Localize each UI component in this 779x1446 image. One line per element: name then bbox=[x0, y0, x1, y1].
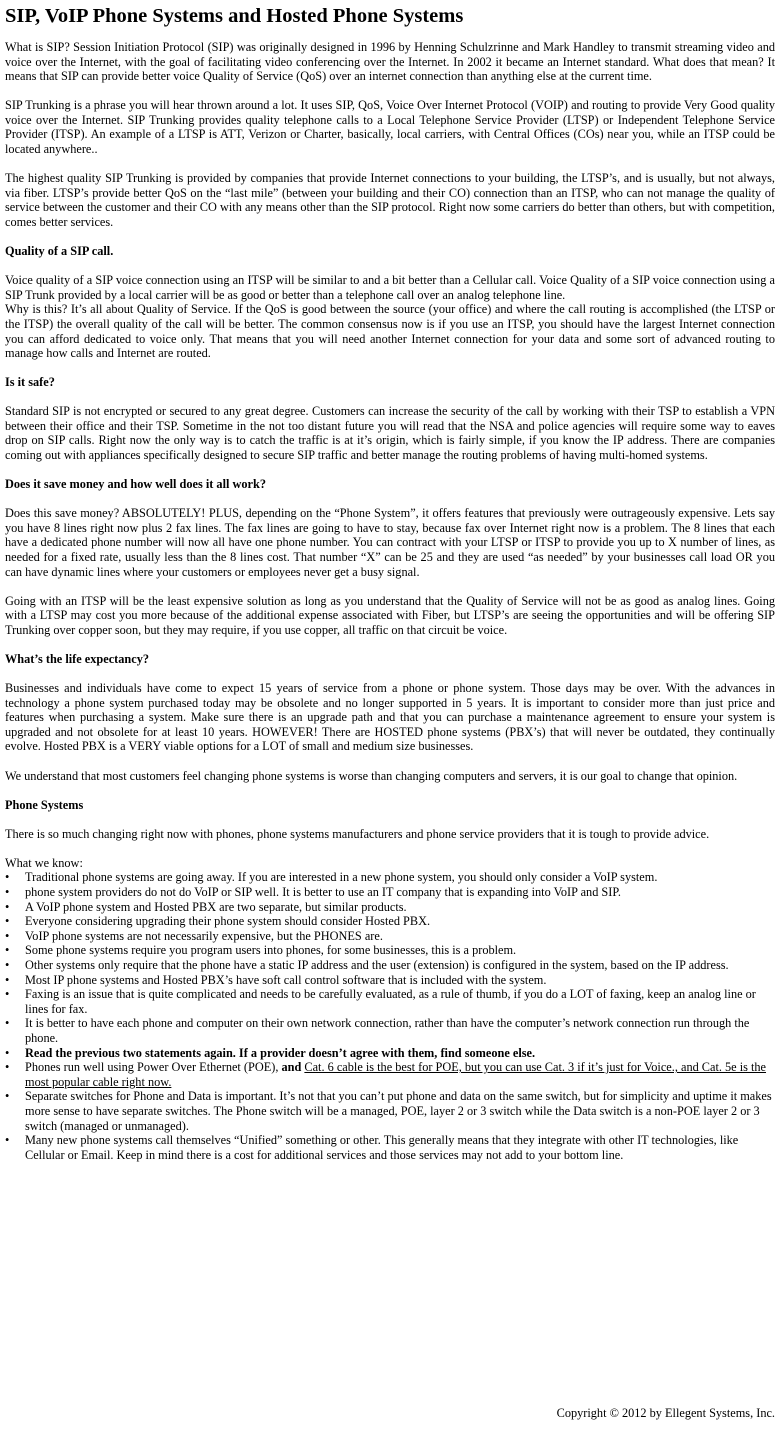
paragraph-what-is-sip: What is SIP? Session Initiation Protocol (SIP) was originally designed in 1996 by Henning Schulzrinne and Mark Handley to transmit streaming video and voice over the Internet, with the goal of facilitating video conferencing over the Internet. In 2002 it became an Internet standard. What does that mean? It means that SIP can provide better voice Quality of Service (QoS) over an internet connection than anything else at the current time. bbox=[5, 40, 775, 84]
list-item-text: phone system providers do not do VoIP or SIP well. It is better to use an IT company that is expanding into VoIP and SIP. bbox=[25, 885, 621, 900]
list-item-text: Other systems only require that the phone have a static IP address and the user (extension) is configured in the system, based on the IP address. bbox=[25, 958, 729, 972]
list-item-text: Faxing is an issue that is quite complicated and needs to be carefully evaluated, as a rule of thumb, if you do a LOT of faxing, keep an analog line or lines for fax. bbox=[25, 987, 756, 1016]
list-item-text: It is better to have each phone and computer on their own network connection, rather than have the computer’s network connection run through the phone. bbox=[25, 1016, 750, 1045]
page-title: SIP, VoIP Phone Systems and Hosted Phone Systems bbox=[5, 5, 464, 27]
heading-quality: Quality of a SIP call. bbox=[5, 244, 114, 259]
list-item-text: Phones run well using Power Over Ethernet (POE), bbox=[25, 1060, 282, 1075]
list-item-text: Everyone considering upgrading their phone system should consider Hosted PBX. bbox=[25, 914, 431, 929]
bullet-icon: • bbox=[5, 987, 10, 1002]
copyright-notice: Copyright © 2012 by Ellegent Systems, Inc. bbox=[556, 1406, 775, 1420]
list-item-text: Separate switches for Phone and Data is important. It’s not that you can’t put phone and data on the same switch, but for simplicity and uptime it makes more sense to have separate switches. The Phone switch will be a managed, POE, layer 2 or 3 switch while the Data switch is a non-POE layer 2 or 3 switch (managed or unmanaged). bbox=[25, 1089, 772, 1133]
bullet-icon: • bbox=[5, 1016, 10, 1031]
paragraph-safe: Standard SIP is not encrypted or secured to any great degree. Customers can increase the security of the call by working with their TSP to establish a VPN between their office and their TSP. Sometime in the not too distant future you will read that the NSA and police agencies will require some way to eaves drop on SIP calls. Right now the only way is to catch the traffic is at it’s origin, which is fairly simple, if you know the IP address. There are companies coming out with appliances specifically designed to secure SIP traffic and better manage the routing problems of having multi-homed systems. bbox=[5, 404, 775, 463]
bullet-icon: • bbox=[5, 885, 10, 900]
list-item bbox=[5, 1089, 775, 1133]
list-item bbox=[5, 885, 775, 900]
bullet-icon: • bbox=[5, 1060, 10, 1075]
list-item bbox=[5, 1016, 775, 1045]
paragraph-phone-1: There is so much changing right now with phones, phone systems manufacturers and phone service providers that it is tough to provide advice. bbox=[5, 826, 710, 841]
bullet-icon: • bbox=[5, 972, 10, 987]
list-item-text: VoIP phone systems are not necessarily expensive, but the PHONES are. bbox=[25, 928, 383, 943]
paragraph-highest-quality: The highest quality SIP Trunking is provided by companies that provide Internet connections to your building, the LTSP’s, and is usually, but not always, via fiber. LTSP’s provide better QoS on the “last mile” (between your building and their CO) connection than an ITSP, who can not manage the quality of service between the customer and their CO with any means other than the SIP protocol. Right now some carriers do better than others, but with competition, comes better services. bbox=[5, 171, 775, 229]
list-intro: What we know: bbox=[5, 855, 83, 870]
paragraph-money-1: Does this save money? ABSOLUTELY! PLUS, depending on the “Phone System”, it offers features that previously were outrageously expensive. Lets say you have 8 lines right now plus 2 fax lines. The fax lines are going to have to stay, because fax over Internet right now is a problem. The 8 lines that each have a dedicated phone number will now all have one phone number. You can contract with your LTSP or ITSP to provide you up to X number of lines, as needed for a fixed rate, usually less than the 8 lines cost. That number “X” can be 25 and they are used “as needed” by your businesses call load OR you can have dynamic lines where your customers or employees never get a busy signal. bbox=[5, 506, 775, 579]
list-item-poe bbox=[5, 1060, 775, 1089]
paragraph-quality-2: Why is this? It’s all about Quality of Service. If the QoS is good between the source (your office) and where the call routing is accomplished (the LTSP or the ITSP) the overall quality of the call will be better. The common consensus now is if you use an ITSP, you should have the largest Internet connection you can afford dedicated to voice only. That means that you will need another Internet connection for your data and some sort of advanced routing to manage how calls and Internet are routed. bbox=[5, 302, 775, 361]
list-item bbox=[5, 870, 775, 885]
bullet-icon: • bbox=[5, 958, 10, 972]
list-item-text: Many new phone systems call themselves “Unified” something or other. This generally means that they integrate with other IT technologies, like Cellular or Email. Keep in mind there is a cost for additional services and those services may not add to your bottom line. bbox=[25, 1133, 739, 1162]
list-item bbox=[5, 900, 775, 915]
paragraph-money-2: Going with an ITSP will be the least expensive solution as long as you understand that the Quality of Service will not be as good as analog lines. Going with a LTSP may cost you more because of the additional expense associated with Fiber, but LTSP’s are seeing the opportunities and will be offering SIP Trunking over copper soon, but they may require, if you use copper, all traffic on that circuit be voice. bbox=[5, 593, 775, 637]
paragraph-life-1: Businesses and individuals have come to expect 15 years of service from a phone or phone system. Those days may be over. With the advances in technology a phone system purchased today may be obsolete and no longer supported in 5 years. It is important to consider more than just price and features when purchasing a system. Make sure there is an upgrade path and that you can purchase a maintenance agreement to ensure your system is upgraded and not obsolete for at least 10 years. HOWEVER! There are HOSTED phone systems (PBX’s) that will never be outdated, they continually evolve. Hosted PBX is a VERY viable options for a LOT of small and medium size businesses. bbox=[5, 681, 775, 754]
list-item bbox=[5, 958, 775, 973]
bullet-icon: • bbox=[5, 1089, 10, 1104]
list-item-underlined: Cat. 6 cable is the best for POE, but you can use Cat. 3 if it’s just for Voice., and Cat. 5e is the most popular cable right now. bbox=[25, 1060, 767, 1089]
list-item bbox=[5, 1133, 775, 1162]
list-item bbox=[5, 914, 775, 929]
list-item bbox=[5, 929, 775, 944]
paragraph-life-2: We understand that most customers feel changing phone systems is worse than changing computers and servers, it is our goal to change that opinion. bbox=[5, 768, 738, 783]
list-item-text: Read the previous two statements again. If a provider doesn’t agree with them, find someone else. bbox=[25, 1045, 536, 1060]
bullet-list bbox=[5, 870, 775, 1162]
heading-life: What’s the life expectancy? bbox=[5, 652, 150, 666]
bullet-icon: • bbox=[5, 899, 10, 914]
heading-money: Does it save money and how well does it all work? bbox=[5, 477, 266, 492]
list-item bbox=[5, 987, 775, 1016]
bullet-icon: • bbox=[5, 928, 10, 943]
bullet-icon: • bbox=[5, 870, 10, 885]
list-item-text: Some phone systems require you program users into phones, for some businesses, this is a problem. bbox=[25, 943, 517, 958]
list-item bbox=[5, 943, 775, 958]
heading-safe: Is it safe? bbox=[5, 375, 55, 390]
list-item-emphasis: and bbox=[281, 1060, 302, 1075]
list-item-text: Most IP phone systems and Hosted PBX’s have soft call control software that is included with the system. bbox=[25, 972, 547, 987]
bullet-icon: • bbox=[5, 943, 10, 958]
bullet-icon: • bbox=[5, 1133, 10, 1148]
list-item-bold bbox=[5, 1046, 775, 1061]
list-item bbox=[5, 973, 775, 988]
paragraph-quality-1: Voice quality of a SIP voice connection using an ITSP will be similar to and a bit better than a Cellular call. Voice Quality of a SIP voice connection using a SIP Trunk provided by a local carrier will be as good or better than a telephone call over an analog telephone line. bbox=[5, 273, 775, 302]
bullet-icon: • bbox=[5, 914, 10, 929]
heading-phone-systems: Phone Systems bbox=[5, 797, 84, 812]
list-item-text: A VoIP phone system and Hosted PBX are two separate, but similar products. bbox=[25, 899, 407, 914]
bullet-icon: • bbox=[5, 1045, 10, 1060]
paragraph-sip-trunking: SIP Trunking is a phrase you will hear thrown around a lot. It uses SIP, QoS, Voice Over Internet Protocol (VOIP) and routing to provide Very Good quality voice over the Internet. SIP Trunking provides quality telephone calls to a Local Telephone Service Provider (LTSP) or Independent Telephone Service Provider (ITSP). An example of a LTSP is ATT, Verizon or Charter, basically, local carriers, with Central Offices (COs) near you, while an ITSP could be located anywhere.. bbox=[5, 98, 775, 157]
list-item-text: Traditional phone systems are going away. If you are interested in a new phone system, you should only consider a VoIP system. bbox=[25, 870, 658, 885]
